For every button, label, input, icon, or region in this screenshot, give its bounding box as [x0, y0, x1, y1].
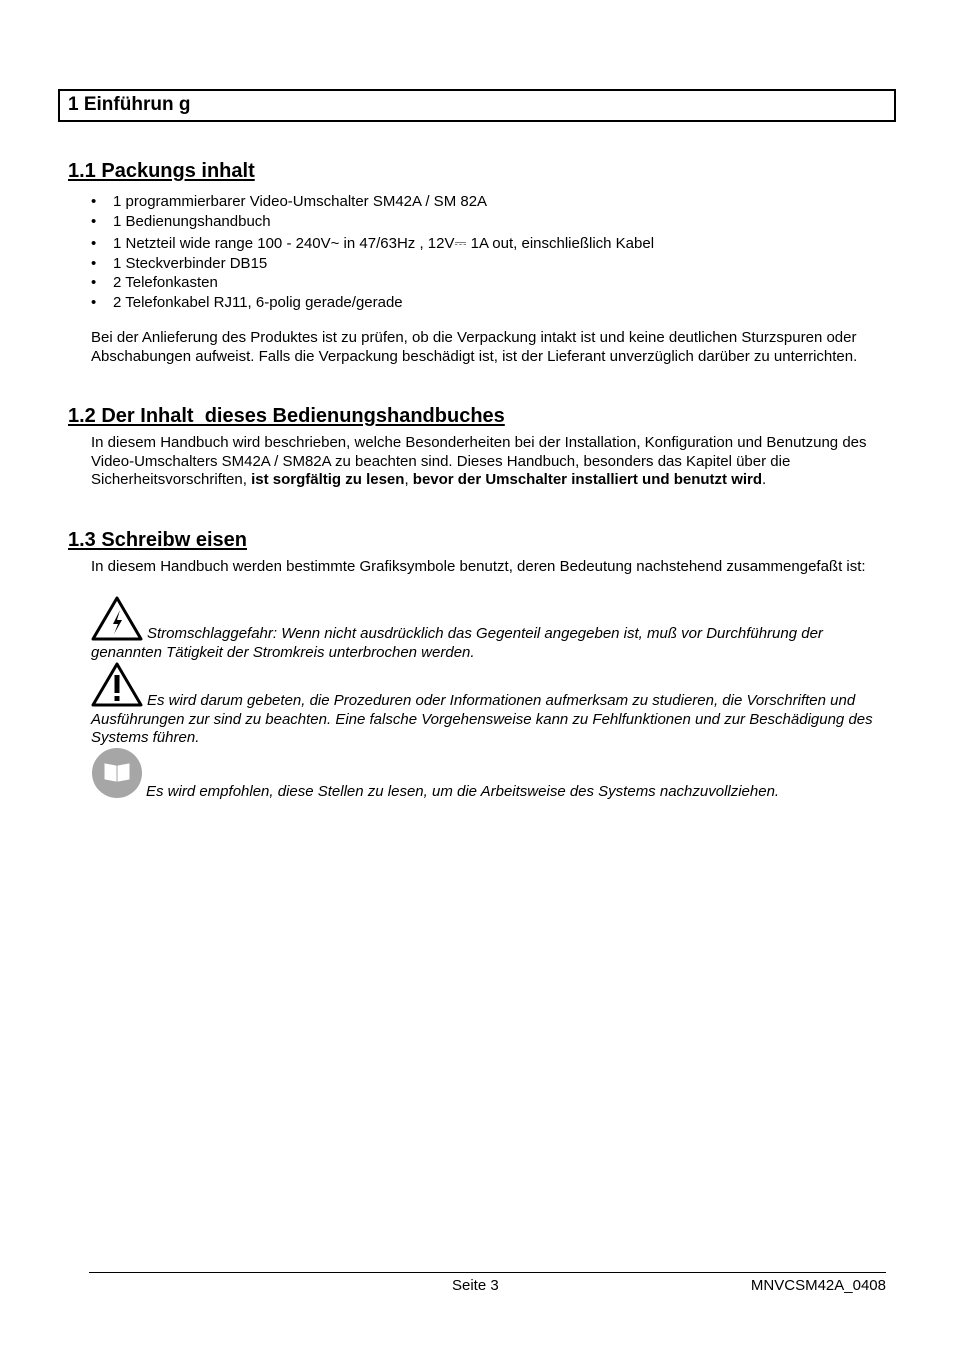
- book-icon: [91, 747, 143, 799]
- symbol-description: [146, 783, 886, 802]
- symbol-description: [91, 625, 886, 662]
- section-heading-packungsinhalt: 1.1 Packungs inhalt: [68, 160, 255, 182]
- symbol-description-text: Stromschlaggefahr: Wenn nicht ausdrücklich das Gegenteil angegeben ist, muß vor Durchführung der genannten Tätigkeit der Stromkreis unterbrochen werden.: [91, 625, 823, 661]
- list-item: • 2 Telefonkasten: [91, 273, 654, 293]
- paragraph-text: In diesem Handbuch wird beschrieben, welche Besonderheiten bei der Installation, Konfiguration und Benutzung des Video-Umschalters SM42A / SM82A zu beachten sind. Dieses Handbuch, besonders das Kapitel über die Sicherheitsvorschriften,: [91, 434, 867, 488]
- list-item: • 1 Netzteil wide range 100 - 240V~ in 47/63Hz , 12V⎓ 1A out, einschließlich Kabel: [91, 234, 654, 254]
- list-item: • 1 Bedienungshandbuch: [91, 212, 654, 232]
- paragraph-text: .: [762, 471, 767, 488]
- section-heading-schreibweisen: 1.3 Schreibw eisen: [68, 529, 247, 551]
- emphasis-text: bevor der Umschalter installiert und benutzt wird: [412, 471, 763, 488]
- document-id: MNVCSM42A_0408: [750, 1277, 886, 1294]
- section-heading-inhalt: 1.2 Der Inhalt dieses Bedienungshandbuches: [68, 405, 505, 427]
- emphasis-text: ist sorgfältig zu lesen: [251, 471, 405, 488]
- chapter-title-box: [58, 89, 896, 122]
- paragraph-text: ,: [404, 471, 413, 488]
- package-contents-list: [91, 192, 654, 312]
- manual-content-paragraph: [91, 434, 886, 490]
- page-number: Seite 3: [452, 1277, 499, 1294]
- footer-divider: [89, 1272, 886, 1273]
- list-item: • 2 Telefonkabel RJ11, 6-polig gerade/gerade: [91, 293, 654, 313]
- symbol-description: [91, 692, 886, 748]
- symbols-intro-paragraph: In diesem Handbuch werden bestimmte Grafiksymbole benutzt, deren Bedeutung nachstehend zusammengefaßt ist:: [91, 558, 866, 575]
- symbol-description-text: Es wird darum gebeten, die Prozeduren oder Informationen aufmerksam zu studieren, die Vorschriften und Ausführungen zur sind zu beachten. Eine falsche Vorgehensweise kann zu Fehlfunktionen und zur Beschädigung des Systems führen.: [91, 692, 873, 746]
- delivery-check-paragraph: Bei der Anlieferung des Produktes ist zu prüfen, ob die Verpackung intakt ist und keine deutlichen Sturzspuren oder Abschabungen aufweist. Falls die Verpackung beschädigt ist, ist der Lieferant unverzüglich darüber zu unterrichten.: [91, 329, 858, 365]
- list-item: • 1 Steckverbinder DB15: [91, 254, 654, 274]
- chapter-title: 1 Einführun g: [68, 94, 191, 115]
- list-item: • 1 programmierbarer Video-Umschalter SM42A / SM 82A: [91, 192, 654, 212]
- symbol-description-text: Es wird empfohlen, diese Stellen zu lesen, um die Arbeitsweise des Systems nachzuvollziehen.: [146, 783, 780, 800]
